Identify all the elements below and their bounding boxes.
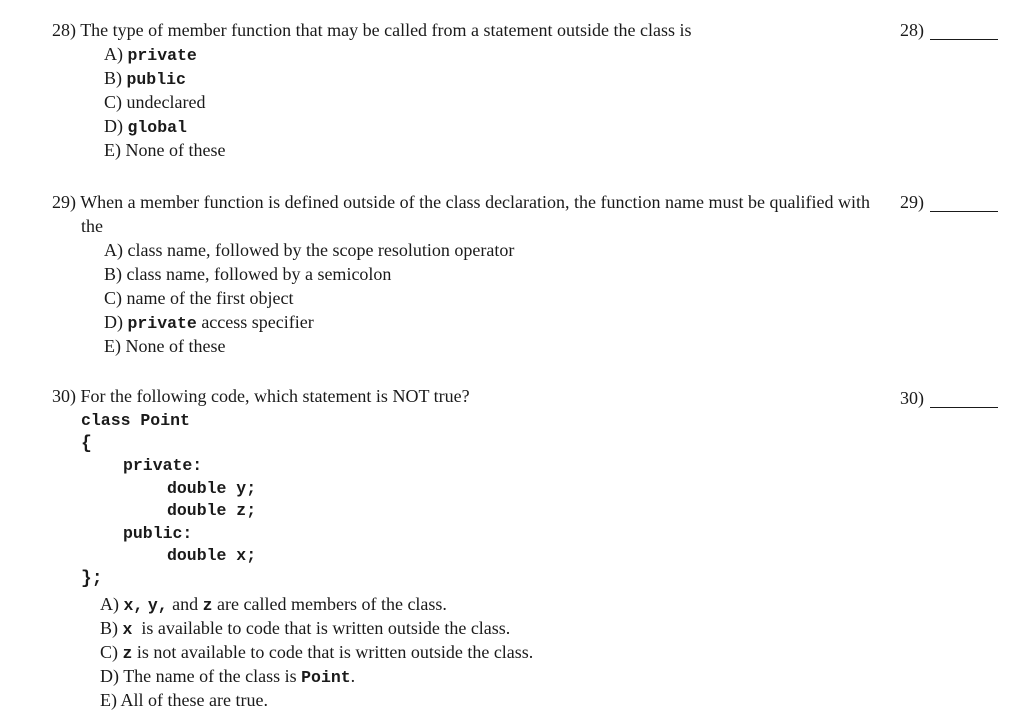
answer-blank-line[interactable] — [930, 39, 998, 40]
option-letter: A) — [104, 240, 123, 260]
option-code: private — [127, 314, 197, 333]
question-29-stem — [52, 190, 872, 238]
option-letter: E) — [100, 690, 117, 710]
question-30 — [52, 384, 872, 712]
option-code: x — [122, 620, 133, 639]
option-29-d[interactable] — [104, 310, 872, 334]
code-line-double-z: double z; — [167, 501, 257, 520]
question-28-options — [52, 42, 872, 162]
option-30-e[interactable] — [100, 688, 872, 712]
question-29-text: When a member function is defined outside of the class declaration, the function name must be qualified with the — [80, 192, 870, 236]
option-28-d[interactable] — [104, 114, 872, 138]
option-letter: C) — [100, 642, 118, 662]
option-28-a[interactable] — [104, 42, 872, 66]
option-letter: B) — [100, 618, 118, 638]
question-29-options — [52, 238, 872, 358]
question-28 — [52, 18, 872, 162]
option-letter: B) — [104, 264, 122, 284]
code-line-open-brace: { — [81, 433, 92, 454]
option-letter: E) — [104, 140, 121, 160]
option-text: None of these — [125, 336, 226, 356]
option-29-e[interactable] — [104, 334, 872, 358]
option-text: name of the first object — [126, 288, 294, 308]
answer-blank-line[interactable] — [930, 407, 998, 408]
answer-slot-28[interactable] — [900, 18, 998, 42]
option-30-b[interactable] — [100, 616, 872, 640]
code-block — [52, 410, 872, 590]
option-period: . — [350, 666, 356, 686]
option-letter: A) — [104, 44, 123, 64]
code-line-private: private: — [123, 456, 203, 475]
option-code-z: z — [202, 596, 213, 615]
option-28-c[interactable] — [104, 90, 872, 114]
option-text-and: and — [172, 594, 199, 614]
question-28-text: The type of member function that may be called from a statement outside the class is — [80, 20, 692, 40]
option-text: undeclared — [126, 92, 206, 112]
question-29 — [52, 190, 872, 358]
option-30-a[interactable] — [100, 592, 872, 616]
answer-blank-line[interactable] — [930, 211, 998, 212]
question-29-number: 29) — [52, 192, 76, 212]
option-29-b[interactable] — [104, 262, 872, 286]
option-29-a[interactable] — [104, 238, 872, 262]
code-line-public: public: — [123, 523, 193, 543]
option-code: Point — [301, 668, 351, 687]
question-30-number: 30) — [52, 386, 76, 406]
option-text: class name, followed by a semicolon — [126, 264, 392, 284]
option-code: z — [122, 644, 133, 663]
code-line-double-x: double x; — [167, 546, 257, 565]
question-30-stem — [52, 384, 872, 408]
option-letter: A) — [100, 594, 119, 614]
question-30-options — [52, 592, 872, 712]
option-30-d[interactable] — [100, 664, 872, 688]
option-code: public — [126, 70, 186, 89]
answer-label: 29) — [900, 192, 924, 212]
option-code: private — [127, 46, 197, 65]
option-letter: D) — [104, 312, 123, 332]
option-text: None of these — [125, 140, 226, 160]
option-30-c[interactable] — [100, 640, 872, 664]
code-line-class: class Point — [81, 411, 190, 430]
option-text: class name, followed by the scope resolution operator — [127, 240, 515, 260]
option-code: global — [127, 118, 187, 137]
answer-label: 30) — [900, 388, 924, 408]
answer-slot-29[interactable] — [900, 190, 998, 214]
option-letter: C) — [104, 288, 122, 308]
option-text: access specifier — [201, 312, 314, 332]
code-line-close-brace: }; — [81, 568, 103, 589]
option-28-b[interactable] — [104, 66, 872, 90]
option-28-e[interactable] — [104, 138, 872, 162]
question-30-text: For the following code, which statement is NOT true? — [80, 386, 470, 406]
option-29-c[interactable] — [104, 286, 872, 310]
option-code-y: y, — [147, 596, 168, 615]
option-text: is available to code that is written outside the class. — [141, 618, 511, 638]
question-28-stem — [52, 18, 872, 42]
option-letter: D) — [100, 666, 119, 686]
option-letter: C) — [104, 92, 122, 112]
option-text: is not available to code that is written outside the class. — [136, 642, 534, 662]
option-text: The name of the class is — [123, 666, 297, 686]
option-text: All of these are true. — [120, 690, 268, 710]
option-letter: B) — [104, 68, 122, 88]
question-28-number: 28) — [52, 20, 76, 40]
option-text: are called members of the class. — [217, 594, 447, 614]
option-code-x: x, — [123, 596, 144, 615]
option-letter: E) — [104, 336, 121, 356]
answer-slot-30[interactable] — [900, 386, 998, 410]
option-letter: D) — [104, 116, 123, 136]
code-line-double-y: double y; — [167, 478, 257, 498]
answer-label: 28) — [900, 20, 924, 40]
